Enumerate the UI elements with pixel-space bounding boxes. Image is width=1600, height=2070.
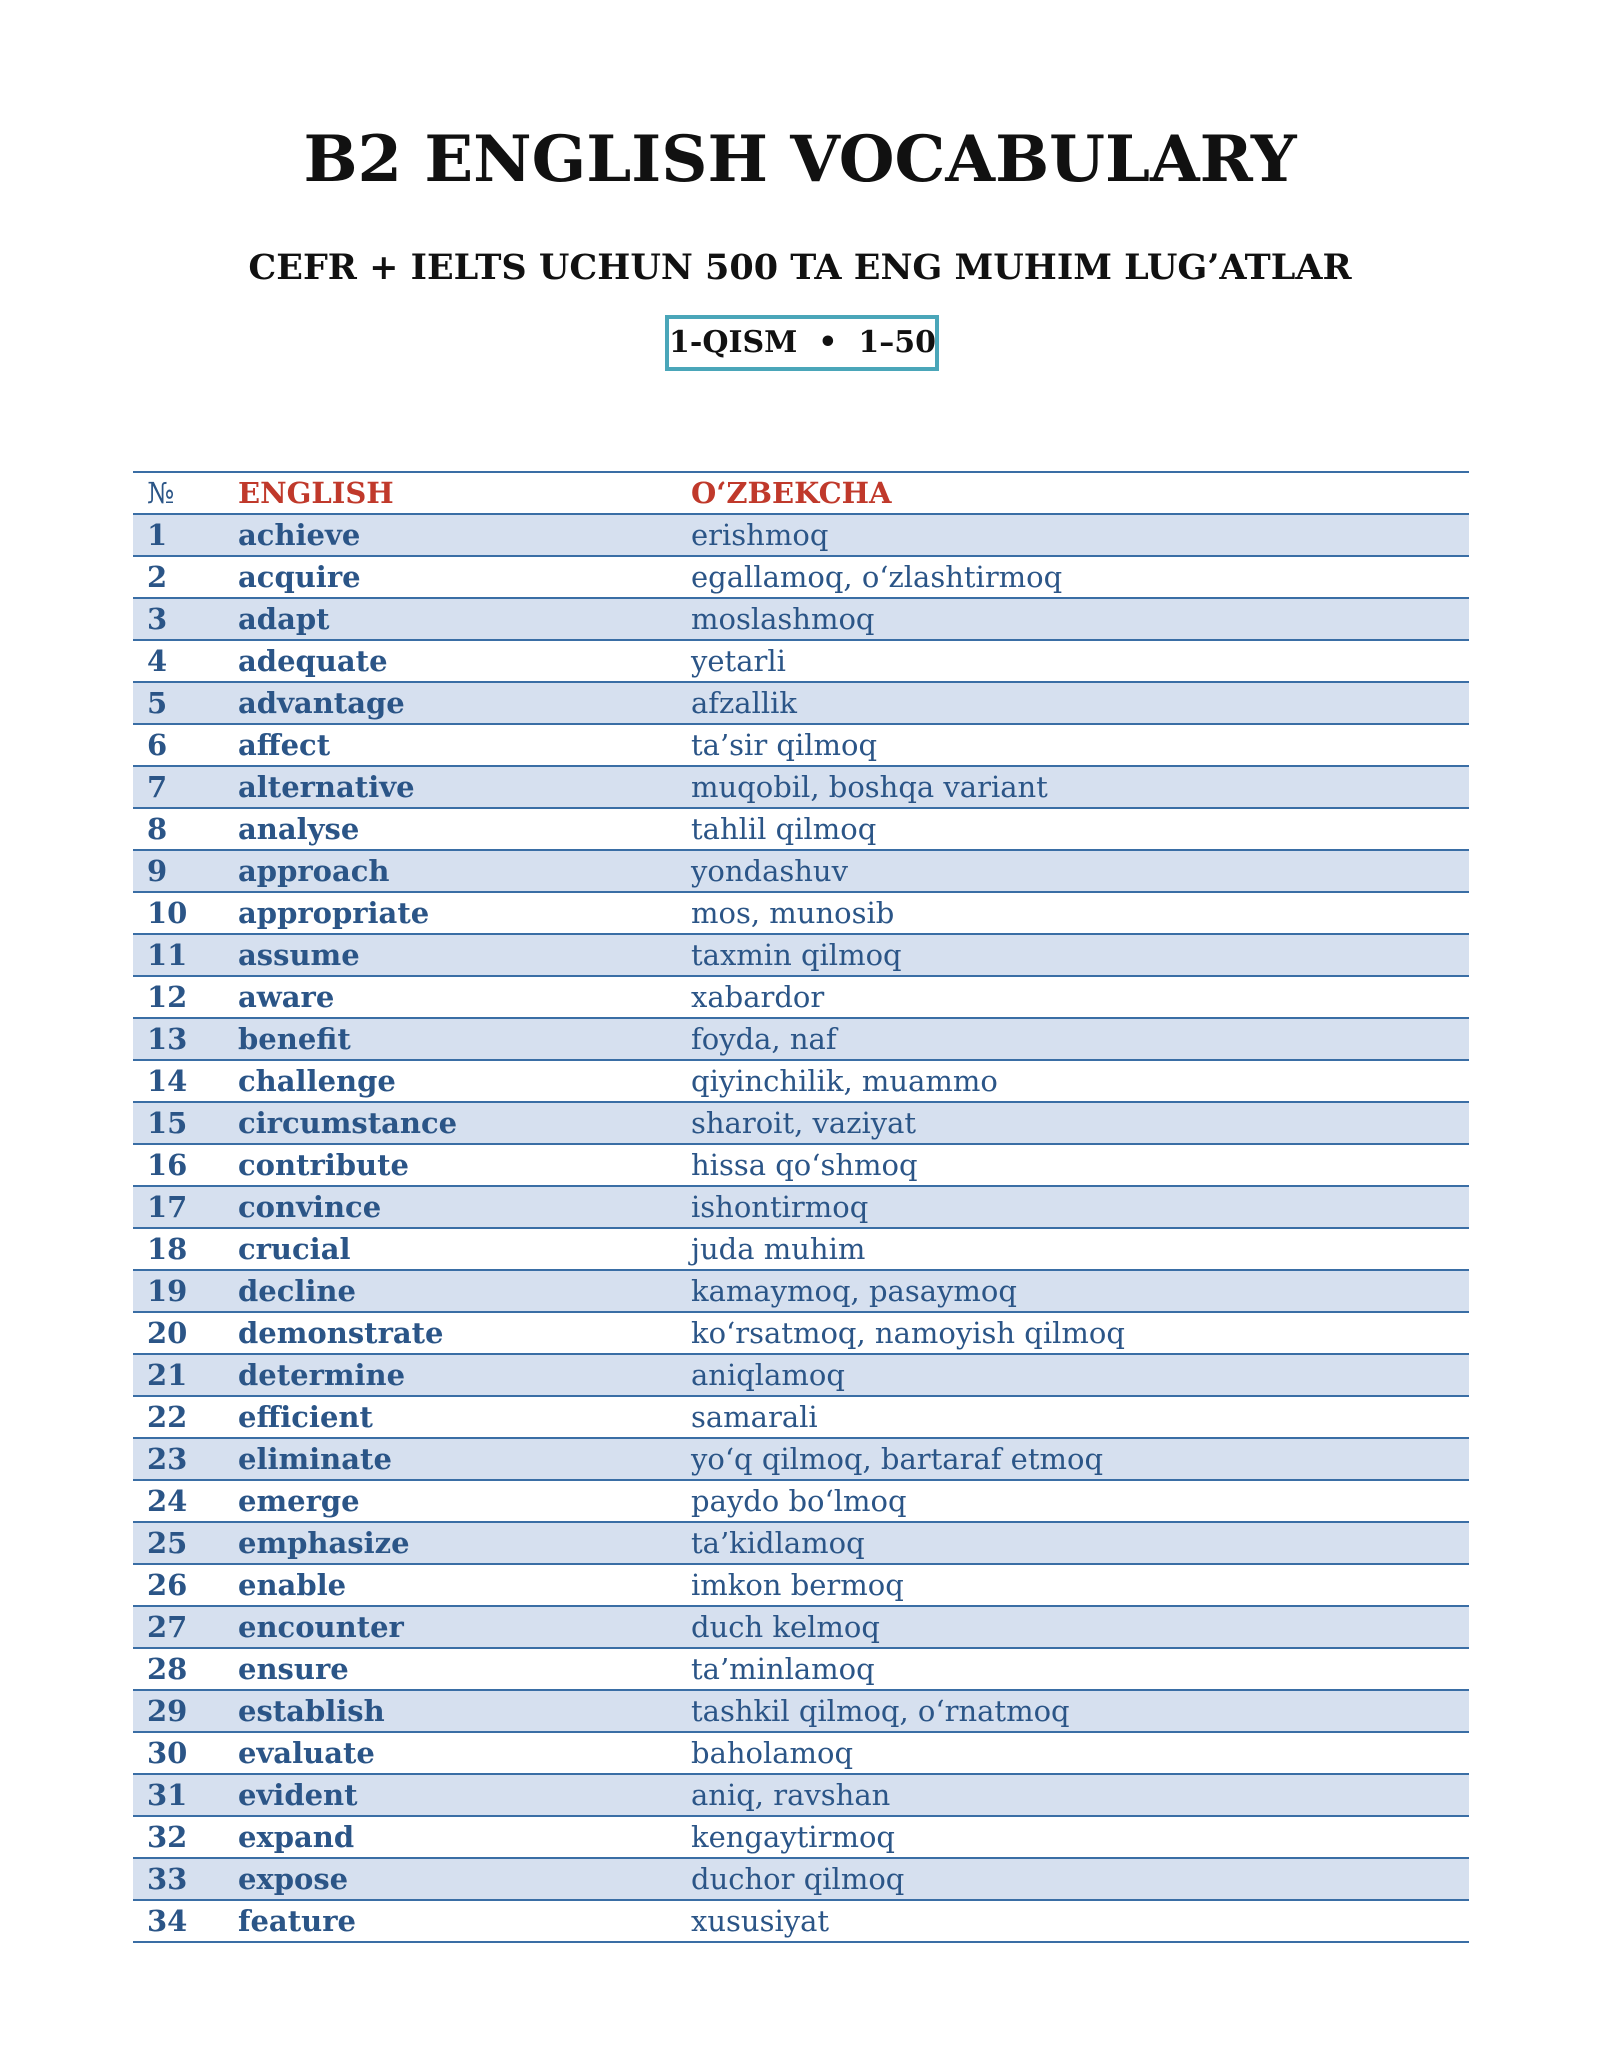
uzbek-translation: duchor qilmoq [691,1862,905,1896]
english-word: efficient [238,1400,373,1434]
row-number: 16 [147,1148,188,1182]
row-number: 4 [147,644,168,678]
english-word: evaluate [238,1736,375,1770]
english-word: emerge [238,1484,360,1518]
english-word: emphasize [238,1526,410,1560]
uzbek-translation: ta’sir qilmoq [691,728,878,762]
english-word: encounter [238,1610,404,1644]
english-word: assume [238,938,360,972]
uzbek-translation: kamaymoq, pasaymoq [691,1274,1017,1308]
english-word: determine [238,1358,406,1392]
uzbek-translation: samarali [691,1400,818,1434]
table-row [133,1607,1469,1649]
english-word: achieve [238,518,361,552]
table-row [133,1019,1469,1061]
uzbek-translation: tashkil qilmoq, o‘rnatmoq [691,1694,1070,1728]
uzbek-translation: moslashmoq [691,602,875,636]
english-word: aware [238,980,335,1014]
table-row [133,767,1469,809]
english-word: eliminate [238,1442,392,1476]
uzbek-translation: xususiyat [691,1904,830,1938]
uzbek-translation: baholamoq [691,1736,854,1770]
table-row [133,809,1469,851]
row-number: 11 [147,938,188,972]
table-row [133,1775,1469,1817]
row-number: 22 [147,1400,188,1434]
uzbek-translation: afzallik [691,686,797,720]
row-number: 17 [147,1190,188,1224]
english-word: enable [238,1568,347,1602]
header-number: № [147,476,175,510]
english-word: benefit [238,1022,351,1056]
table-row [133,1355,1469,1397]
table-row [133,1103,1469,1145]
english-word: expand [238,1820,355,1854]
row-number: 19 [147,1274,188,1308]
uzbek-translation: ko‘rsatmoq, namoyish qilmoq [691,1316,1125,1350]
uzbek-translation: kengaytirmoq [691,1820,895,1854]
english-word: convince [238,1190,382,1224]
uzbek-translation: yetarli [691,644,786,678]
table-row [133,683,1469,725]
part-badge: 1-QISM • 1–50 [665,315,939,371]
table-row [133,641,1469,683]
table-row [133,599,1469,641]
row-number: 24 [147,1484,188,1518]
table-row [133,515,1469,557]
uzbek-translation: xabardor [691,980,825,1014]
row-number: 26 [147,1568,188,1602]
uzbek-translation: ishontirmoq [691,1190,869,1224]
vocabulary-table [133,471,1469,1943]
row-number: 7 [147,770,168,804]
uzbek-translation: foyda, naf [691,1022,837,1056]
table-row [133,935,1469,977]
row-number: 1 [147,518,168,552]
table-row [133,1649,1469,1691]
page-subtitle: CEFR + IELTS UCHUN 500 TA ENG MUHIM LUG’ATLAR [248,247,1352,288]
english-word: evident [238,1778,358,1812]
table-row [133,1481,1469,1523]
uzbek-translation: mos, munosib [691,896,895,930]
table-row [133,1901,1469,1943]
uzbek-translation: yondashuv [691,854,848,888]
uzbek-translation: taxmin qilmoq [691,938,902,972]
table-row [133,725,1469,767]
row-number: 10 [147,896,188,930]
uzbek-translation: juda muhim [691,1232,866,1266]
english-word: feature [238,1904,356,1938]
row-number: 27 [147,1610,188,1644]
table-row [133,1859,1469,1901]
row-number: 18 [147,1232,188,1266]
english-word: crucial [238,1232,351,1266]
uzbek-translation: sharoit, vaziyat [691,1106,917,1140]
uzbek-translation: hissa qo‘shmoq [691,1148,918,1182]
english-word: decline [238,1274,356,1308]
row-number: 30 [147,1736,188,1770]
row-number: 25 [147,1526,188,1560]
table-row [133,1733,1469,1775]
uzbek-translation: yo‘q qilmoq, bartaraf etmoq [691,1442,1104,1476]
page-title: B2 ENGLISH VOCABULARY [303,122,1297,197]
uzbek-translation: ta’kidlamoq [691,1526,865,1560]
table-row [133,1313,1469,1355]
header-uzbek: O‘ZBEKCHA [691,476,892,510]
table-row [133,1187,1469,1229]
row-number: 2 [147,560,168,594]
table-row [133,1397,1469,1439]
uzbek-translation: aniq, ravshan [691,1778,891,1812]
english-word: establish [238,1694,385,1728]
table-row [133,557,1469,599]
english-word: demonstrate [238,1316,444,1350]
row-number: 14 [147,1064,188,1098]
row-number: 21 [147,1358,188,1392]
english-word: alternative [238,770,415,804]
english-word: affect [238,728,331,762]
row-number: 9 [147,854,168,888]
table-row [133,1691,1469,1733]
header-english: ENGLISH [238,476,394,510]
table-row [133,1523,1469,1565]
row-number: 34 [147,1904,188,1938]
table-row [133,893,1469,935]
english-word: circumstance [238,1106,458,1140]
table-row [133,851,1469,893]
english-word: contribute [238,1148,409,1182]
row-number: 20 [147,1316,188,1350]
row-number: 13 [147,1022,188,1056]
row-number: 29 [147,1694,188,1728]
table-header-row [133,473,1469,515]
table-row [133,1439,1469,1481]
uzbek-translation: muqobil, boshqa variant [691,770,1048,804]
uzbek-translation: paydo bo‘lmoq [691,1484,907,1518]
uzbek-translation: imkon bermoq [691,1568,904,1602]
table-row [133,1229,1469,1271]
uzbek-translation: aniqlamoq [691,1358,845,1392]
row-number: 6 [147,728,168,762]
english-word: ensure [238,1652,349,1686]
table-row [133,1061,1469,1103]
uzbek-translation: egallamoq, o‘zlashtirmoq [691,560,1063,594]
uzbek-translation: qiyinchilik, muammo [691,1064,998,1098]
row-number: 8 [147,812,168,846]
row-number: 5 [147,686,168,720]
row-number: 31 [147,1778,188,1812]
english-word: expose [238,1862,349,1896]
english-word: adequate [238,644,388,678]
english-word: adapt [238,602,330,636]
row-number: 33 [147,1862,188,1896]
english-word: challenge [238,1064,396,1098]
english-word: advantage [238,686,405,720]
english-word: analyse [238,812,360,846]
row-number: 32 [147,1820,188,1854]
english-word: appropriate [238,896,430,930]
table-row [133,1271,1469,1313]
uzbek-translation: duch kelmoq [691,1610,880,1644]
row-number: 12 [147,980,188,1014]
uzbek-translation: ta’minlamoq [691,1652,875,1686]
row-number: 28 [147,1652,188,1686]
table-row [133,1817,1469,1859]
row-number: 15 [147,1106,188,1140]
row-number: 3 [147,602,168,636]
uzbek-translation: erishmoq [691,518,829,552]
table-row [133,1145,1469,1187]
row-number: 23 [147,1442,188,1476]
english-word: approach [238,854,390,888]
table-row [133,1565,1469,1607]
uzbek-translation: tahlil qilmoq [691,812,877,846]
english-word: acquire [238,560,361,594]
table-row [133,977,1469,1019]
